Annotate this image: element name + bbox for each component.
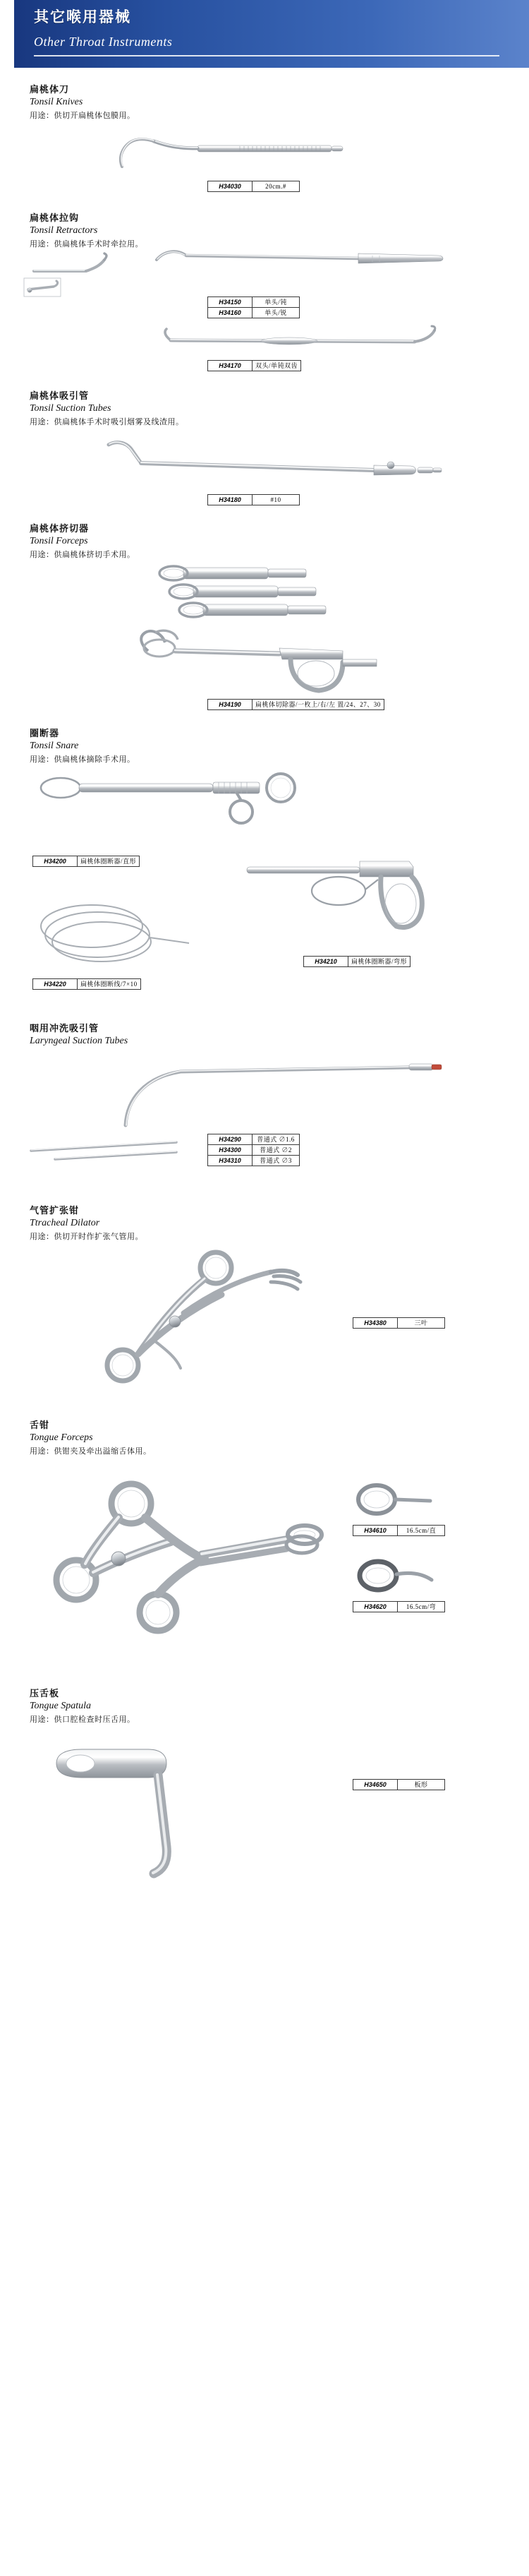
- table-row: [33, 979, 141, 990]
- spec-code: H34170: [208, 361, 253, 371]
- spec-code: H34650: [353, 1780, 398, 1790]
- table-row: [33, 856, 140, 867]
- section-laryngeal-suction-tubes: [0, 1022, 529, 1192]
- table-row: [353, 1318, 445, 1329]
- illustration-laryngeal-suction-curved: [113, 1063, 466, 1141]
- spec-desc: #10: [253, 495, 300, 505]
- header-divider: [34, 55, 499, 56]
- section-tonsil-snare: [0, 727, 529, 1010]
- spec-table-tongue-forceps-b: [353, 1601, 445, 1612]
- section-use-text: 用途：供切开时作扩张气管用。: [30, 1233, 143, 1241]
- section-title-tonsil-snare: [30, 727, 255, 765]
- spec-desc: 扁桃体圈断线/7×10: [78, 979, 141, 990]
- section-tonsil-suction-tubes: [0, 390, 529, 517]
- section-title-tracheal-dilator: [30, 1204, 255, 1242]
- spec-table-laryngeal-suction: [207, 1134, 300, 1166]
- section-tonsil-forceps: [0, 522, 529, 720]
- spec-desc: 20cm.#: [253, 181, 300, 192]
- section-use-text: 用途：供扁桃体手术时吸引烟雾及线渣用。: [30, 418, 184, 426]
- spec-table-tonsil-forceps: [207, 699, 384, 710]
- page-header: [0, 0, 529, 68]
- section-use-text: 用途：供扁桃体摘除手术用。: [30, 755, 135, 764]
- illustration-snare-wire-coil: [37, 898, 199, 976]
- section-tongue-spatula: [0, 1687, 529, 1871]
- table-row: [208, 700, 384, 710]
- section-use-text: 用途：供切开扁桃体包膜用。: [30, 112, 135, 120]
- spec-code: H34210: [304, 957, 348, 967]
- illustration-tonsil-knife: [99, 130, 437, 172]
- table-row: [208, 495, 300, 505]
- section-title-tongue-spatula: [30, 1687, 255, 1725]
- spec-code: H34380: [353, 1318, 398, 1329]
- spec-code: H34620: [353, 1602, 398, 1612]
- spec-code: H34190: [208, 700, 253, 710]
- section-title-en: Ttracheal Dilator: [30, 1218, 100, 1228]
- table-row: [208, 308, 300, 318]
- section-tonsil-knives: [0, 83, 529, 196]
- spec-code: H34200: [33, 856, 78, 867]
- spec-desc: 普通式 ∅2: [253, 1145, 300, 1156]
- table-row: [304, 957, 411, 967]
- spec-table-tonsil-snare-a: [32, 856, 140, 867]
- table-row: [208, 1134, 300, 1145]
- page-title-en: Other Throat Instruments: [34, 35, 173, 49]
- section-use-text: 用途：供钳夹及牵出溢缩舌体用。: [30, 1447, 152, 1456]
- spec-desc: 普通式 ∅1.6: [253, 1134, 300, 1145]
- section-title-cn: 圈断器: [30, 728, 60, 738]
- section-title-en: Tongue Spatula: [30, 1701, 91, 1711]
- illustration-tonsil-retractor-double: [155, 325, 451, 360]
- spec-code: H34160: [208, 308, 253, 318]
- illustration-tongue-forceps: [20, 1474, 344, 1636]
- illustration-tonsil-forceps-handle: [131, 627, 427, 705]
- spec-code: H34150: [208, 297, 253, 308]
- section-use-text: 用途：供扁桃体手术时牵拉用。: [30, 240, 143, 248]
- spec-desc: 普通式 ∅3: [253, 1156, 300, 1166]
- table-row: [353, 1526, 445, 1536]
- section-use-text: 用途：供口腔检查时压舌用。: [30, 1715, 135, 1724]
- spec-desc: 单头/钝: [253, 297, 300, 308]
- section-title-tongue-forceps: [30, 1419, 255, 1457]
- illustration-tonsil-snare-straight: [32, 771, 329, 849]
- section-title-cn: 扁桃体吸引管: [30, 390, 90, 401]
- section-title-en: Tongue Forceps: [30, 1432, 93, 1443]
- section-tongue-forceps: [0, 1419, 529, 1673]
- section-title-tonsil-suction: [30, 390, 255, 428]
- section-title-cn: 扁桃体拉钩: [30, 212, 80, 223]
- spec-desc: 16.5cm/直: [398, 1526, 445, 1536]
- table-row: [208, 1156, 300, 1166]
- section-title-tonsil-knives: [30, 83, 255, 121]
- section-title-laryngeal-suction: [30, 1022, 255, 1048]
- section-title-en: Tonsil Retractors: [30, 225, 98, 236]
- spec-desc: 双头/单钝双齿: [253, 361, 301, 371]
- spec-table-tonsil-suction: [207, 494, 300, 505]
- spec-code: H34310: [208, 1156, 253, 1166]
- illustration-tracheal-dilator: [71, 1251, 324, 1392]
- page-title-cn: 其它喉用器械: [34, 9, 131, 25]
- spec-desc: 单头/锐: [253, 308, 300, 318]
- section-title-cn: 咽用冲洗吸引管: [30, 1023, 99, 1034]
- table-row: [208, 361, 301, 371]
- spec-table-tonsil-retractors-b: [207, 360, 301, 371]
- section-title-cn: 气管扩张钳: [30, 1205, 80, 1216]
- spec-desc: 16.5cm/弯: [398, 1602, 445, 1612]
- table-row: [208, 297, 300, 308]
- illustration-tongue-forceps-ring-detail-curved: [353, 1556, 437, 1598]
- spec-code: H34030: [208, 181, 253, 192]
- section-title-cn: 压舌板: [30, 1688, 60, 1699]
- spec-code: H34220: [33, 979, 78, 990]
- header-text: [34, 7, 172, 51]
- spec-desc: 扁桃体切除器/一枚上/右/左 置/24、27、30: [253, 700, 384, 710]
- spec-desc: 扁桃体圈断器/直形: [78, 856, 140, 867]
- table-row: [208, 181, 300, 192]
- section-title-en: Laryngeal Suction Tubes: [30, 1036, 128, 1046]
- section-title-tonsil-forceps: [30, 522, 255, 561]
- spec-table-tongue-spatula: [353, 1779, 445, 1790]
- spec-code: H34610: [353, 1526, 398, 1536]
- section-tonsil-retractors: [0, 212, 529, 381]
- section-title-cn: 舌钳: [30, 1420, 50, 1430]
- spec-code: H34180: [208, 495, 253, 505]
- spec-table-tonsil-snare-b: [303, 956, 411, 967]
- spec-desc: 扁桃体圈断器/弯形: [348, 957, 411, 967]
- section-title-en: Tonsil Knives: [30, 97, 83, 107]
- table-row: [208, 1145, 300, 1156]
- section-title-tonsil-retractors: [30, 212, 255, 250]
- section-title-cn: 扁桃体刀: [30, 84, 70, 95]
- spec-code: H34290: [208, 1134, 253, 1145]
- illustration-laryngeal-suction-straight: [27, 1135, 189, 1163]
- spec-table-tonsil-snare-c: [32, 978, 141, 990]
- spec-table-tonsil-retractors-a: [207, 296, 300, 318]
- section-title-cn: 扁桃体挤切器: [30, 523, 90, 534]
- table-row: [353, 1780, 445, 1790]
- spec-table-tonsil-knives: [207, 181, 300, 192]
- spec-desc: 三叶: [398, 1318, 445, 1329]
- section-title-en: Tonsil Forceps: [30, 536, 88, 546]
- spec-code: H34300: [208, 1145, 253, 1156]
- section-title-en: Tonsil Suction Tubes: [30, 403, 111, 414]
- spec-table-tongue-forceps-a: [353, 1525, 445, 1536]
- illustration-tonsil-retractor-long: [126, 246, 457, 295]
- section-tracheal-dilator: [0, 1204, 529, 1409]
- spec-table-tracheal-dilator: [353, 1317, 445, 1329]
- table-row: [353, 1602, 445, 1612]
- section-title-en: Tonsil Snare: [30, 741, 79, 751]
- section-use-text: 用途：供扁桃体挤切手术用。: [30, 551, 135, 559]
- header-left-margin: [0, 0, 14, 68]
- illustration-tongue-spatula: [42, 1748, 310, 1889]
- illustration-tongue-forceps-ring-detail-straight: [353, 1480, 437, 1522]
- spec-desc: 板形: [398, 1780, 445, 1790]
